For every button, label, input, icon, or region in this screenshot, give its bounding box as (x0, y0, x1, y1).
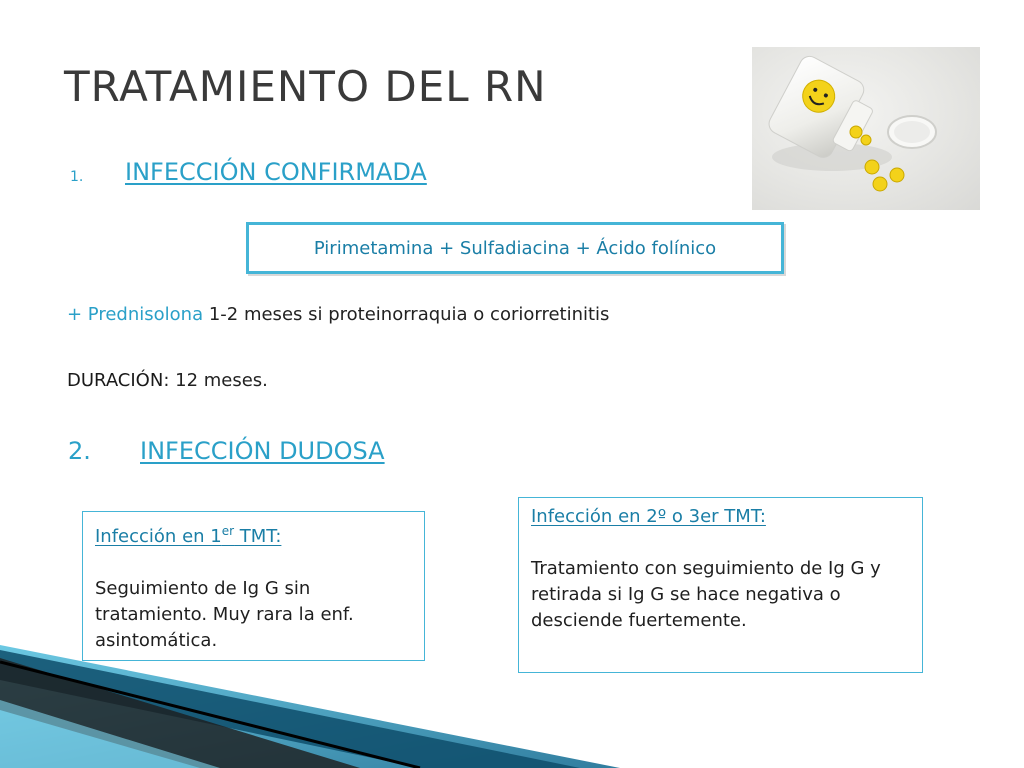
smiley-pills-image (752, 47, 980, 210)
prednisolona-line (67, 304, 609, 325)
decorative-corner-wedge (0, 640, 620, 768)
duration-label: DURACIÓN (67, 370, 164, 391)
duration-value: : 12 meses. (163, 370, 268, 391)
section1-number: 1. (70, 169, 84, 185)
first-trimester-heading: Infección en 1er TMT: (95, 524, 282, 547)
section1-heading: INFECCIÓN CONFIRMADA (125, 158, 427, 186)
first-trimester-box (82, 511, 425, 661)
duration-line (67, 370, 268, 391)
section2-number: 2. (68, 437, 91, 465)
slide-title: TRATAMIENTO DEL RN (64, 62, 547, 111)
section2-heading: INFECCIÓN DUDOSA (140, 437, 385, 465)
first-trimester-text: Seguimiento de Ig G sin tratamiento. Muy rara la enf. asintomática. (95, 578, 354, 651)
treatment-formula-box (246, 222, 784, 274)
second-third-trimester-text: Tratamiento con seguimiento de Ig G y retirada si Ig G se hace negativa o desciende fuertemente. (531, 558, 881, 631)
second-third-trimester-heading: Infección en 2º o 3er TMT: (531, 506, 766, 527)
prednisolona-label: + Prednisolona (67, 304, 204, 325)
treatment-formula-text: Pirimetamina + Sulfadiacina + Ácido folínico (313, 237, 717, 259)
pills-photo (752, 47, 980, 210)
prednisolona-detail: 1-2 meses si proteinorraquia o coriorretinitis (203, 304, 610, 325)
